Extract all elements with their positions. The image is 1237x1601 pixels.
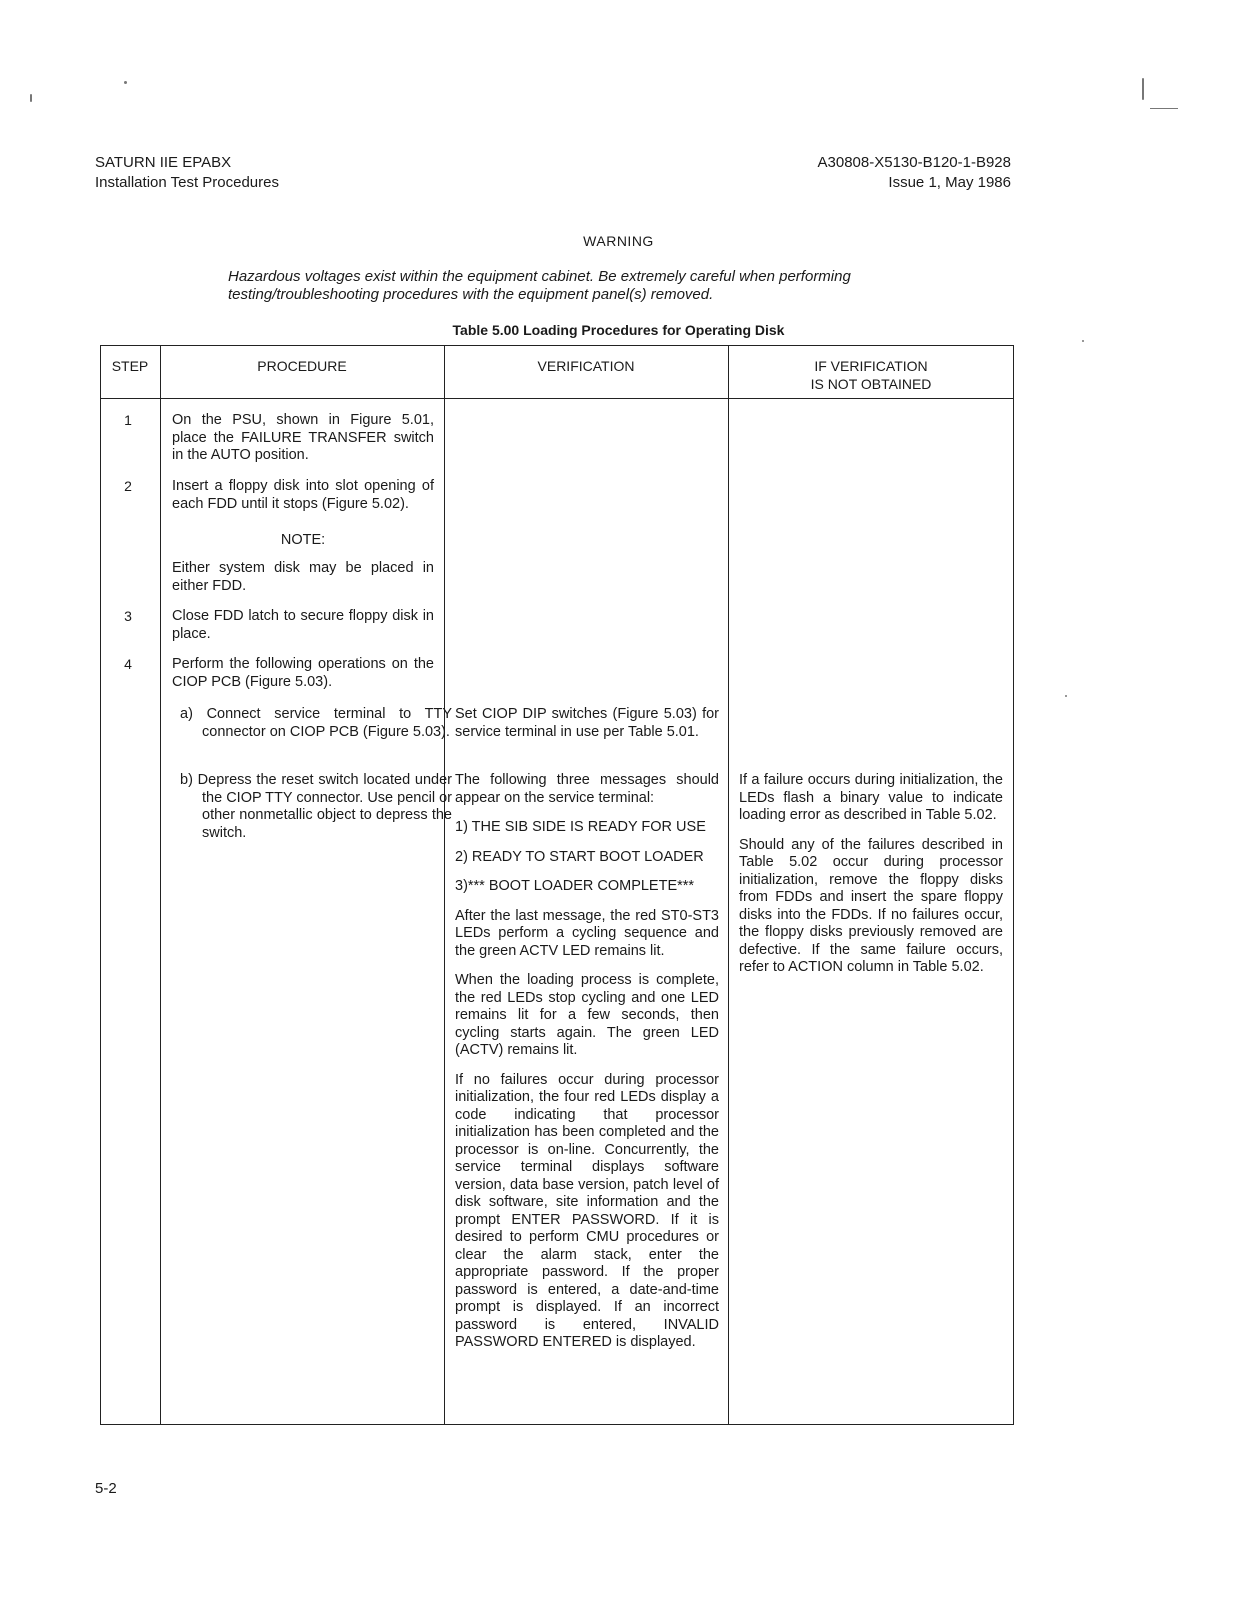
substep-b-procedure: b) Depress the reset switch located under the CIOP TTY connector. Use pencil or other nonmetallic object to depress the switch. xyxy=(180,772,452,841)
note-title: NOTE: xyxy=(280,532,326,548)
column-header-procedure: PROCEDURE xyxy=(257,358,347,374)
column-divider xyxy=(728,345,729,1425)
verification-paragraph: When the loading process is complete, the red LEDs stop cycling and one LED remains lit for a few seconds, then cycling starts again. The green LED (ACTV) remains lit. xyxy=(455,972,719,1058)
document-number: A30808-X5130-B120-1-B928 xyxy=(817,154,1011,171)
column-header-failure xyxy=(728,357,1014,393)
substep-b-failure xyxy=(739,772,1003,977)
failure-paragraph: If a failure occurs during initialization, the LEDs flash a binary value to indicate loading error as described in Table 5.02. xyxy=(739,772,1003,823)
step-number: 1 xyxy=(124,412,132,428)
column-header-verification: VERIFICATION xyxy=(537,358,635,374)
product-title: SATURN IIE EPABX xyxy=(95,154,232,171)
document-header-left xyxy=(95,153,279,193)
failure-paragraph: Should any of the failures described in Table 5.02 occur during processor initialization, remove the floppy disks from FDDs and insert the spare floppy disks into the FDDs. If no failures occur, the floppy disks previously removed are defective. If the same failure occurs, refer to ACTION column in Table 5.02. xyxy=(739,836,1003,975)
warning-title: WARNING xyxy=(583,233,654,249)
column-header-step: STEP xyxy=(111,358,149,374)
scan-speck xyxy=(1065,695,1067,697)
warning-text: Hazardous voltages exist within the equipment cabinet. Be extremely careful when performing testing/troubleshooting procedures with the equipment panel(s) removed. xyxy=(228,268,851,303)
substep-a-verification: Set CIOP DIP switches (Figure 5.03) for service terminal in use per Table 5.01. xyxy=(455,706,719,740)
scan-speck xyxy=(30,94,32,102)
step-procedure: On the PSU, shown in Figure 5.01, place the FAILURE TRANSFER switch in the AUTO position. xyxy=(172,412,434,463)
scan-speck xyxy=(1150,108,1178,109)
scan-speck xyxy=(1142,78,1144,100)
note-text: Either system disk may be placed in either FDD. xyxy=(172,560,434,594)
column-header-failure-line2: IS NOT OBTAINED xyxy=(810,376,932,392)
document-header-right xyxy=(818,153,1011,193)
page-number: 5-2 xyxy=(95,1480,117,1497)
message-2: 2) READY TO START BOOT LOADER xyxy=(455,848,704,865)
step-number: 3 xyxy=(124,608,132,624)
verification-paragraph: If no failures occur during processor initialization, the four red LEDs display a code indicating that processor initialization has been completed and the processor is on-line. Concurrently, the service terminal displays software version, data base version, patch level of disk software, site information and the prompt ENTER PASSWORD. If it is desired to perform CMU procedures or clear the alarm stack, enter the appropriate password. If the proper password is entered, a date-and-time prompt is displayed. If an incorrect password is entered, INVALID PASSWORD ENTERED is displayed. xyxy=(455,1071,719,1350)
column-divider xyxy=(444,345,445,1425)
verification-intro: The following three messages should appear on the service terminal: xyxy=(455,772,719,806)
column-divider xyxy=(160,345,161,1425)
step-number: 2 xyxy=(124,478,132,494)
substep-b-verification xyxy=(455,772,719,1352)
scan-speck xyxy=(1082,340,1084,342)
verification-paragraph: After the last message, the red ST0-ST3 LEDs perform a cycling sequence and the green ACTV LED remains lit. xyxy=(455,907,719,959)
step-number: 4 xyxy=(124,656,132,672)
header-divider xyxy=(100,398,1014,399)
table-caption: Table 5.00 Loading Procedures for Operating Disk xyxy=(452,322,785,338)
issue-date: Issue 1, May 1986 xyxy=(888,174,1011,191)
step-procedure: Close FDD latch to secure floppy disk in place. xyxy=(172,608,434,642)
column-header-failure-line1: IF VERIFICATION xyxy=(814,358,928,374)
scan-speck xyxy=(124,81,127,84)
document-subtitle: Installation Test Procedures xyxy=(95,174,279,191)
message-3: 3)*** BOOT LOADER COMPLETE*** xyxy=(455,878,695,894)
substep-a-procedure: a) Connect service terminal to TTY connector on CIOP PCB (Figure 5.03). xyxy=(180,706,452,740)
step-procedure: Perform the following operations on the CIOP PCB (Figure 5.03). xyxy=(172,656,434,690)
step-procedure: Insert a floppy disk into slot opening of each FDD until it stops (Figure 5.02). xyxy=(172,478,434,512)
message-1: 1) THE SIB SIDE IS READY FOR USE xyxy=(455,819,706,835)
